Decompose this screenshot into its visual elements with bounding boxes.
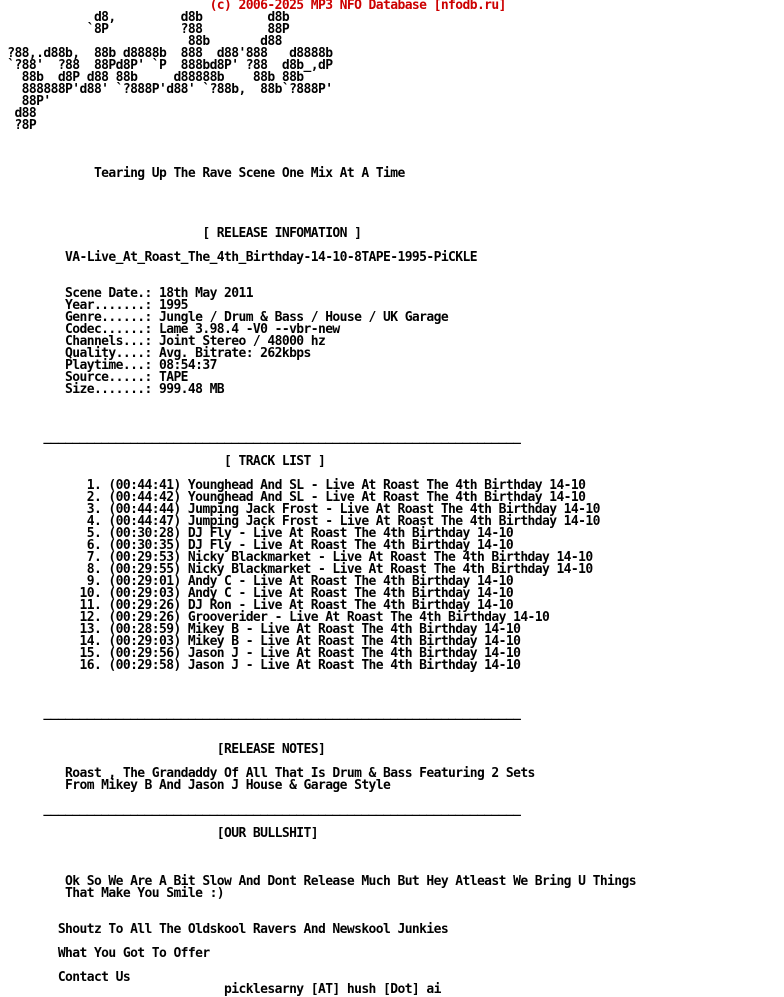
track-item: 11. (00:29:26) DJ Ron - Live At Roast The 4th Birthday 14-10 — [0, 598, 514, 613]
track-item: 9. (00:29:01) Andy C - Live At Roast The 4th Birthday 14-10 — [0, 574, 514, 589]
detail-codec: Codec......: Lame 3.98.4 -V0 --vbr-new — [0, 322, 340, 337]
track-item: 4. (00:44:47) Jumping Jack Frost - Live At Roast The 4th Birthday 14-10 — [0, 514, 600, 529]
release-notes-line: From Mikey B And Jason J House & Garage Style — [0, 778, 391, 793]
divider: __________________________________________________________________ — [0, 802, 521, 817]
tagline: Tearing Up The Rave Scene One Mix At A Time — [0, 166, 405, 181]
our-bullshit-header: [OUR BULLSHIT] — [0, 826, 318, 841]
ascii-logo-line: 88b d88 — [0, 34, 282, 49]
ascii-logo-line: d88 — [0, 106, 37, 121]
track-item: 7. (00:29:53) Nicky Blackmarket - Live At Roast The 4th Birthday 14-10 — [0, 550, 593, 565]
ascii-logo-line: ?8P — [0, 118, 37, 133]
track-item: 10. (00:29:03) Andy C - Live At Roast The 4th Birthday 14-10 — [0, 586, 514, 601]
ascii-logo-line: 888888P'd88' `?888P'd88' `?88b, 88b`?888P' — [0, 82, 333, 97]
release-notes-header: [RELEASE NOTES] — [0, 742, 326, 757]
ascii-logo-line: 88b d8P d88 88b d88888b 88b 88b — [0, 70, 304, 85]
detail-year: Year.......: 1995 — [0, 298, 188, 313]
bullshit-line: That Make You Smile :) — [0, 886, 225, 901]
track-item: 15. (00:29:56) Jason J - Live At Roast The 4th Birthday 14-10 — [0, 646, 521, 661]
track-item: 13. (00:28:59) Mikey B - Live At Roast The 4th Birthday 14-10 — [0, 622, 521, 637]
detail-scene-date: Scene Date.: 18th May 2011 — [0, 286, 253, 301]
ascii-logo-line: `?88' ?88 88Pd8P' `P 888bd8P' ?88 d8b_,dP — [0, 58, 333, 73]
track-item: 12. (00:29:26) Grooverider - Live At Roast The 4th Birthday 14-10 — [0, 610, 550, 625]
ascii-logo-line: `8P ?88 88P — [0, 22, 290, 37]
track-item: 2. (00:44:42) Younghead And SL - Live At Roast The 4th Birthday 14-10 — [0, 490, 586, 505]
track-item: 16. (00:29:58) Jason J - Live At Roast The 4th Birthday 14-10 — [0, 658, 521, 673]
divider: __________________________________________________________________ — [0, 706, 521, 721]
ascii-logo-line: ?88,.d88b, 88b d8888b 888 d88'888 d8888b — [0, 46, 333, 61]
contact-label: Contact Us — [0, 970, 131, 985]
copyright-header: (c) 2006-2025 MP3 NFO Database [nfodb.ru] — [0, 0, 506, 13]
release-info-header: [ RELEASE INFOMATION ] — [0, 226, 362, 241]
track-list-header: [ TRACK LIST ] — [0, 454, 326, 469]
shoutz-line: Shoutz To All The Oldskool Ravers And Newskool Junkies — [0, 922, 449, 937]
release-name: VA-Live_At_Roast_The_4th_Birthday-14-10-8TAPE-1995-PiCKLE — [0, 250, 477, 265]
release-notes-line: Roast , The Grandaddy Of All That Is Drum & Bass Featuring 2 Sets — [0, 766, 535, 781]
bullshit-line: Ok So We Are A Bit Slow And Dont Release Much But Hey Atleast We Bring U Things — [0, 874, 636, 889]
offer-line: What You Got To Offer — [0, 946, 210, 961]
ascii-logo-line: d8, d8b d8b — [0, 10, 290, 25]
track-item: 8. (00:29:55) Nicky Blackmarket - Live At Roast The 4th Birthday 14-10 — [0, 562, 593, 577]
divider: __________________________________________________________________ — [0, 430, 521, 445]
track-item: 14. (00:29:03) Mikey B - Live At Roast The 4th Birthday 14-10 — [0, 634, 521, 649]
contact-email: picklesarny [AT] hush [Dot] ai — [0, 982, 441, 997]
detail-channels: Channels...: Joint Stereo / 48000 hz — [0, 334, 326, 349]
track-item: 1. (00:44:41) Younghead And SL - Live At Roast The 4th Birthday 14-10 — [0, 478, 586, 493]
detail-quality: Quality....: Avg. Bitrate: 262kbps — [0, 346, 311, 361]
track-item: 5. (00:30:28) DJ Fly - Live At Roast The 4th Birthday 14-10 — [0, 526, 514, 541]
detail-playtime: Playtime...: 08:54:37 — [0, 358, 217, 373]
detail-size: Size.......: 999.48 MB — [0, 382, 225, 397]
ascii-logo-line: 88P' — [0, 94, 51, 109]
track-item: 3. (00:44:44) Jumping Jack Frost - Live At Roast The 4th Birthday 14-10 — [0, 502, 600, 517]
detail-source: Source.....: TAPE — [0, 370, 188, 385]
detail-genre: Genre......: Jungle / Drum & Bass / House / UK Garage — [0, 310, 449, 325]
track-item: 6. (00:30:35) DJ Fly - Live At Roast The 4th Birthday 14-10 — [0, 538, 514, 553]
